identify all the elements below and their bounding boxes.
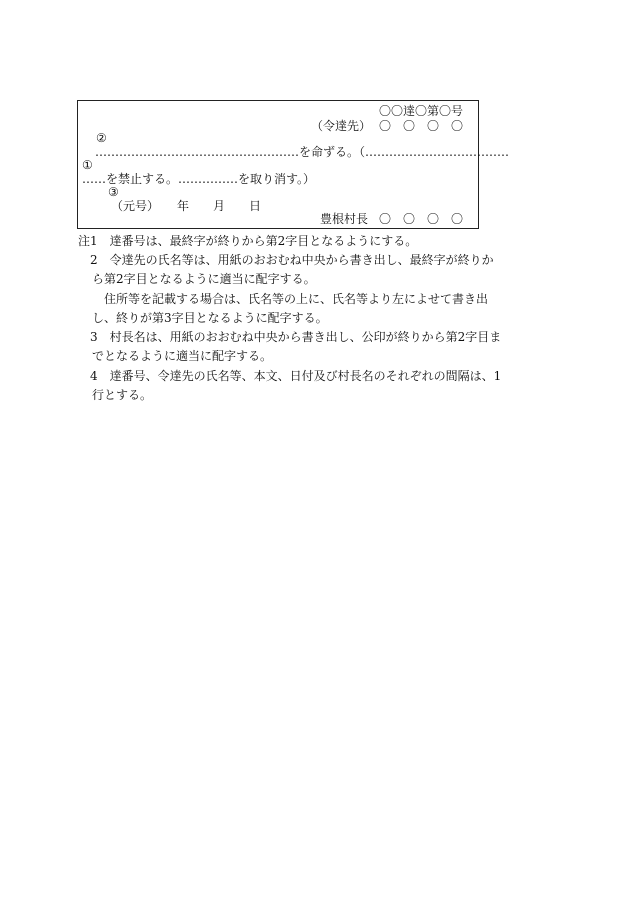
recipient-label: （令達先） — [311, 119, 372, 133]
date-line: （元号） 年 月 日 — [111, 199, 262, 213]
marker-1: ① — [82, 158, 93, 172]
mayor-name: 〇 〇 〇 〇 — [379, 212, 464, 226]
note-2-line-d: し、終りが第3字目となるように配字する。 — [92, 311, 328, 325]
marker-2: ② — [96, 131, 107, 145]
note-3-line-b: でとなるように適当に配字する。 — [92, 349, 273, 363]
marker-3: ③ — [108, 185, 119, 199]
note-2-line-b: ら第2字目となるように適当に配字する。 — [92, 272, 316, 286]
note-3-line-a: 3 村長名は、用紙のおおむね中央から書き出し、公印が終りから第2字目ま — [90, 330, 502, 344]
prohibit-line: ……を禁止する。……………を取り消す。） — [82, 172, 316, 186]
note-2-line-c: 住所等を記載する場合は、氏名等の上に、氏名等より左によせて書き出 — [104, 292, 489, 306]
doc-number: 〇〇達〇第〇号 — [379, 104, 464, 118]
note-1: 注1 達番号は、最終字が終りから第2字目となるようにする。 — [78, 234, 418, 248]
note-2-line-a: 2 令達先の氏名等は、用紙のおおむね中央から書き出し、最終字が終りか — [90, 253, 494, 267]
note-4-line-b: 行とする。 — [92, 388, 153, 402]
recipient-name: 〇 〇 〇 〇 — [379, 119, 464, 133]
order-line: ……………………………………………を命ずる。（……………………………… — [95, 145, 510, 159]
note-4-line-a: 4 達番号、令達先の氏名等、本文、日付及び村長名のそれぞれの間隔は、1 — [90, 369, 502, 383]
mayor-label: 豊根村長 — [320, 212, 369, 226]
